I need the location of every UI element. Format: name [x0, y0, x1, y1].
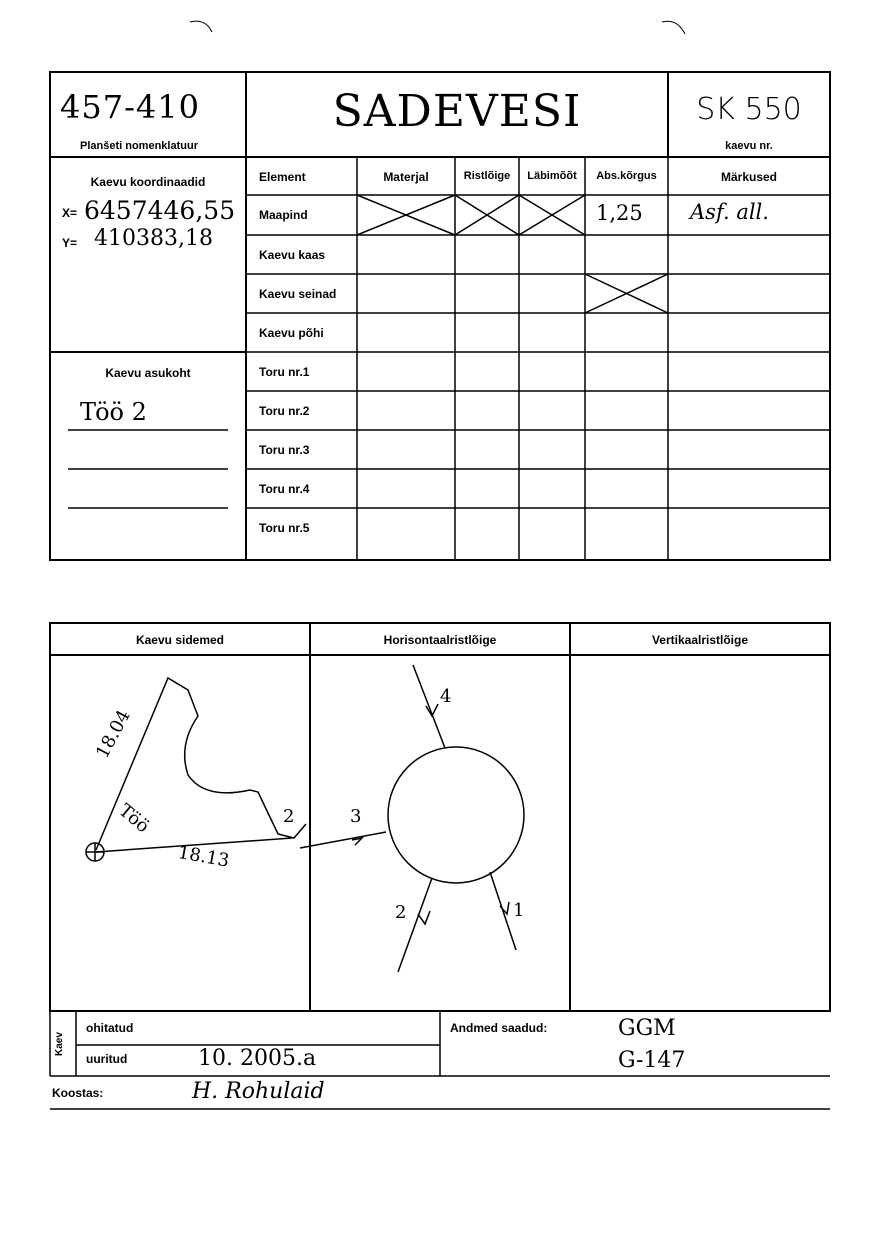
col-cross-section: Ristlõige: [463, 170, 511, 182]
ties-panel-label: Kaevu sidemed: [135, 633, 225, 647]
pipe-label-1: 1: [513, 900, 525, 921]
well-circle: [388, 747, 524, 883]
tie-place: Töö: [114, 800, 154, 838]
tie-pipe-label: 2: [283, 806, 295, 827]
pipe-label-3: 3: [350, 806, 362, 827]
sheet-number: 457-410: [60, 88, 200, 126]
sheet-label: Planšeti nomenklatuur: [80, 140, 198, 152]
row-element-label: Maapind: [259, 208, 308, 222]
row-element-label: Toru nr.3: [259, 443, 310, 457]
location-label: Kaevu asukoht: [105, 366, 191, 380]
x-value: 6457446,55: [84, 196, 236, 225]
tie-distance-2: 18.13: [176, 842, 231, 872]
row-element-label: Toru nr.4: [259, 482, 310, 496]
measured-label: uuritud: [86, 1052, 128, 1066]
checked-label: ohitatud: [86, 1021, 134, 1035]
coordinates-label: Kaevu koordinaadid: [90, 175, 206, 189]
row-element-label: Kaevu seinad: [259, 287, 337, 301]
ground-abs-height: 1,25: [596, 201, 643, 225]
well-number: SK 550: [696, 92, 802, 127]
measured-value: 10. 2005.a: [198, 1046, 317, 1071]
well-label: kaevu nr.: [725, 140, 773, 152]
row-element-label: Toru nr.1: [259, 365, 310, 379]
row-element-label: Toru nr.5: [259, 521, 310, 535]
compiled-value: H. Rohulaid: [192, 1079, 325, 1104]
y-prefix: Y=: [62, 236, 78, 250]
horizontal-section-label: Horisontaalristlõige: [383, 633, 497, 647]
vertical-section-label: Vertikaalristlõige: [651, 633, 749, 647]
col-abs-height: Abs.kõrgus: [596, 170, 657, 182]
compiled-label: Koostas:: [52, 1086, 104, 1100]
data-source-value-1: GGM: [618, 1016, 676, 1041]
row-element-label: Kaevu kaas: [259, 248, 326, 262]
tie-distance-1: 18.04: [92, 706, 135, 762]
location-value: Töö 2: [80, 398, 147, 426]
col-material: Materjal: [383, 170, 429, 184]
page-title: SADEVESI: [332, 86, 582, 137]
footer-side-label: Kaev: [54, 1032, 65, 1056]
col-notes: Märkused: [720, 170, 778, 184]
data-source-value-2: G-147: [618, 1048, 686, 1073]
col-diameter: Läbimõõt: [527, 170, 577, 182]
pipe-label-2: 2: [395, 902, 407, 923]
data-source-label: Andmed saadud:: [450, 1021, 548, 1035]
x-prefix: X=: [62, 206, 78, 220]
ground-notes: Asf. all.: [690, 200, 769, 224]
col-element: Element: [259, 170, 306, 184]
row-element-label: Toru nr.2: [259, 404, 310, 418]
pipe-label-4: 4: [440, 686, 452, 707]
y-value: 410383,18: [94, 226, 213, 251]
row-element-label: Kaevu põhi: [259, 326, 324, 340]
